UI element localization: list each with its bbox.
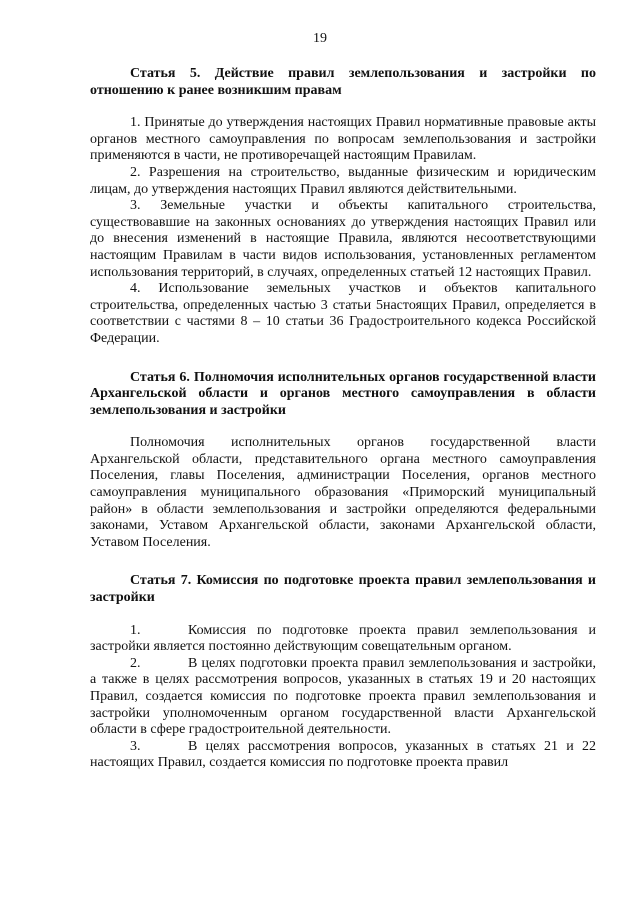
article-5-paragraph-3: 3. Земельные участки и объекты капитального строительства, существовавшие на законных основаниях до утверждения настоящих Правил или до внесения изменений в настоящие Правила, являются несоответствующими настоящим Правилам в части видов использования, установленных регламентом использования территорий, в случаях, определенных статьей 12 настоящих Правил. — [90, 198, 596, 280]
article-7-item-2 — [90, 656, 596, 739]
article-6-heading: Статья 6. Полномочия исполнительных органов государственной власти Архангельской области и органов местного самоуправления в области землепользования и застройки — [90, 369, 596, 418]
article-7-heading: Статья 7. Комиссия по подготовке проекта правил землепользования и застройки — [90, 573, 596, 606]
item-text: В целях рассмотрения вопросов, указанных в статьях 21 и 22 настоящих Правил, создается комиссия по подготовке проекта правил — [90, 738, 596, 771]
article-5-paragraph-1: 1. Принятые до утверждения настоящих Правил нормативные правовые акты органов местного самоуправления по вопросам землепользования и застройки применяются в части, не противоречащей настоящим Правилам. — [90, 115, 596, 164]
article-5-heading: Статья 5. Действие правил землепользования и застройки по отношению к ранее возникшим правам — [90, 66, 596, 98]
item-text: Комиссия по подготовке проекта правил землепользования и застройки является постоянно действующим совещательным органом. — [90, 622, 596, 655]
item-number: 1. — [130, 622, 141, 638]
page-content — [90, 66, 596, 772]
page-number: 19 — [313, 31, 327, 46]
article-5-paragraph-2: 2. Разрешения на строительство, выданные физическим и юридическим лицам, до утверждения настоящих Правил являются действительными. — [90, 164, 596, 197]
item-text: В целях подготовки проекта правил землепользования и застройки, а также в целях рассмотрения вопросов, указанных в статьях 19 и 20 настоящих Правил, создается комиссия по подготовке проекта правил землепользования и застройки уполномоченным органом государственной власти Архангельской области в сфере градостроительной деятельности. — [90, 655, 596, 738]
article-7-item-1 — [90, 623, 596, 656]
article-5-paragraph-4: 4. Использование земельных участков и объектов капитального строительства, определенных частью 3 статьи 5настоящих Правил, определяется в соответствии с частями 8 – 10 статьи 36 Градостроительного кодекса Российской Федерации. — [90, 281, 596, 346]
item-number: 3. — [130, 738, 141, 754]
item-number: 2. — [130, 655, 141, 671]
article-6-paragraph-1: Полномочия исполнительных органов государственной власти Архангельской области, представительного органа местного самоуправления Поселения, главы Поселения, администрации Поселения, органов местного самоуправления муниципального образования «Приморский муниципальный район» в области землепользования и застройки определяются федеральными законами, Уставом Архангельской области, законами Архангельской области, Уставом Поселения. — [90, 435, 596, 550]
article-7-item-3 — [90, 739, 596, 772]
